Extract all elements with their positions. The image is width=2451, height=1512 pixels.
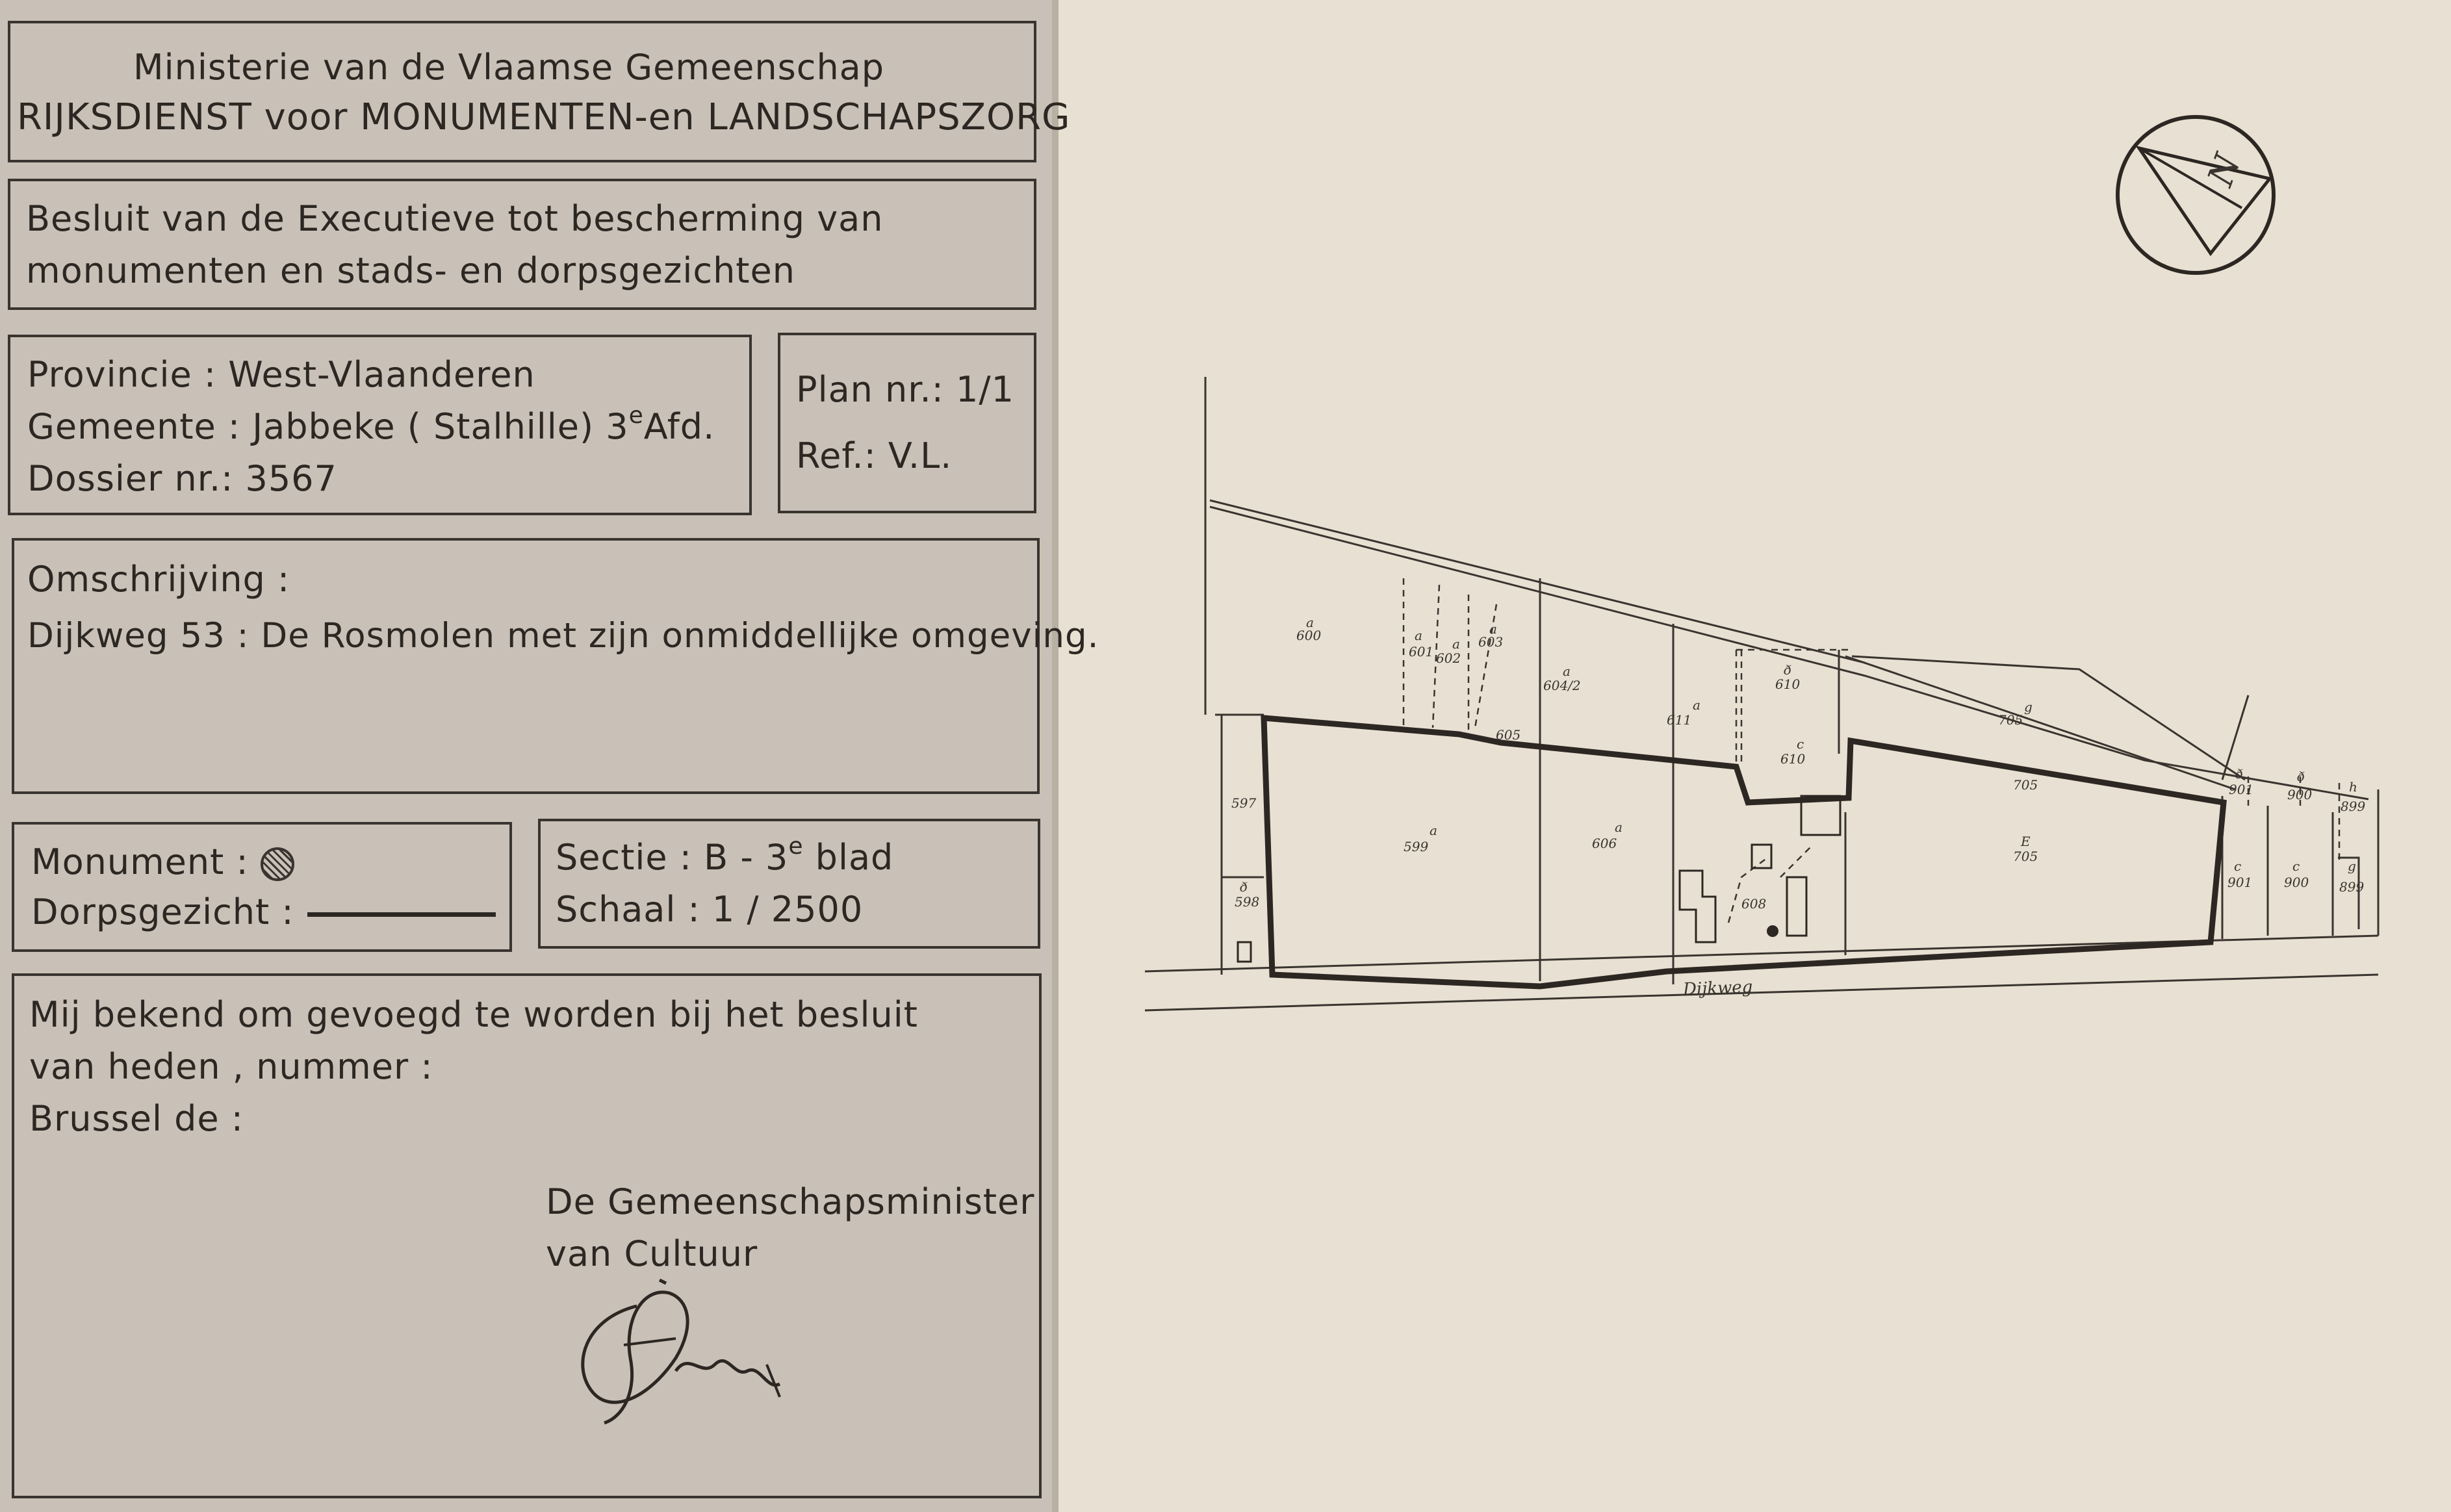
parcel-number: 901 (2229, 782, 2254, 797)
parcel-number: 610 (1775, 676, 1801, 692)
legend-monument (31, 841, 294, 882)
approval-line3: Brussel de : (29, 1098, 244, 1139)
parcel-number: 597 (1231, 795, 1257, 811)
boundary-line-icon (307, 912, 496, 917)
parcel-number: 603 (1478, 634, 1504, 650)
decree-line1: Besluit van de Executieve tot bescherming van (26, 198, 884, 239)
parcel-letter: a (1306, 615, 1314, 630)
parcel-number: 705 (2013, 849, 2038, 864)
description-label: Omschrijving : (27, 559, 290, 600)
parcel-number: 901 (2227, 875, 2253, 890)
scale-text: Schaal : 1 / 2500 (556, 889, 864, 930)
municipality-text (27, 402, 715, 447)
ministry-title: Ministerie van de Vlaamse Gemeenschap (133, 47, 885, 88)
parcel-number: 900 (2284, 875, 2309, 890)
parcel-letter: g (2024, 699, 2033, 715)
province-text: Provincie : West-Vlaanderen (27, 354, 535, 395)
approval-line2: van heden , nummer : (29, 1046, 433, 1087)
parcel-number: 606 (1592, 836, 1617, 851)
cadastral-map (1056, 0, 2451, 1512)
parcel-letter: ð (1240, 879, 1248, 895)
parcel-number: 602 (1436, 650, 1461, 666)
municipality-sup: e (628, 402, 644, 429)
parcel-number: 599 (1404, 839, 1429, 854)
parcel-number: 611 (1667, 712, 1692, 728)
parcel-letter: g (2348, 858, 2356, 874)
plan-box (778, 333, 1036, 513)
parcel-number: 605 (1496, 727, 1521, 743)
section-sup: e (788, 833, 804, 860)
parcel-letter: a (1452, 636, 1460, 652)
parcel-letter: E (2021, 834, 2031, 849)
monument-symbol (1767, 925, 1778, 937)
north-label: N (2200, 148, 2249, 192)
monument-hatch-icon (261, 847, 294, 881)
section-text (556, 833, 894, 878)
parcel-number: 899 (2339, 879, 2365, 895)
section-main: Sectie : B - 3 (556, 837, 789, 878)
parcel-letter: a (1430, 823, 1437, 838)
legend-village-view (31, 891, 496, 932)
parcel-number: 610 (1780, 751, 1806, 767)
parcel-letter: ð (2297, 769, 2305, 784)
parcel-number: 608 (1741, 896, 1767, 912)
parcel-number: 705 (1998, 712, 2023, 728)
parcel-letter: h (2349, 779, 2357, 795)
parcel-letter: a (1563, 663, 1571, 679)
municipality-main: Gemeente : Jabbeke ( Stalhille) 3 (27, 406, 629, 447)
agency-title: RIJKSDIENST voor MONUMENTEN-en LANDSCHAPSZORG (17, 96, 1071, 138)
north-arrow-icon (2118, 117, 2274, 273)
parcel-number: 604/2 (1543, 678, 1581, 693)
parcel-letter: ð (2235, 766, 2244, 782)
minister-title: De Gemeenschapsminister (546, 1181, 1035, 1222)
municipality-suffix: Afd. (643, 406, 715, 447)
header-box (8, 21, 1036, 162)
parcel-letter: c (2234, 858, 2242, 874)
decree-line2: monumenten en stads- en dorpsgezichten (26, 250, 795, 291)
plan-reference: Ref.: V.L. (796, 435, 953, 476)
parcel-number: 600 (1296, 628, 1322, 643)
street-label: Dijkweg (1682, 977, 1753, 1000)
parcel-number: 601 (1409, 644, 1434, 660)
parcel-letter: a (1693, 697, 1700, 713)
minister-signature (546, 1267, 793, 1462)
parcel-letter: a (1415, 628, 1422, 643)
parcel-number: 900 (2287, 787, 2313, 802)
description-text: Dijkweg 53 : De Rosmolen met zijn onmiddellijke omgeving. (27, 616, 1099, 656)
parcel-number: 705 (2013, 777, 2038, 793)
dossier-number: Dossier nr.: 3567 (27, 458, 337, 499)
village-view-label: Dorpsgezicht : (31, 891, 294, 932)
parcel-letter: ð (1784, 662, 1792, 678)
parcel-number: 899 (2341, 799, 2366, 814)
section-suffix: blad (803, 837, 894, 878)
parcel-letter: c (1797, 736, 1804, 752)
monument-label: Monument : (31, 841, 249, 882)
parcel-number: 598 (1235, 894, 1260, 910)
plan-number: Plan nr.: 1/1 (796, 369, 1014, 410)
minister-dept: van Cultuur (546, 1233, 758, 1274)
approval-line1: Mij bekend om gevoegd te worden bij het besluit (29, 994, 918, 1035)
parcel-letter: a (1489, 621, 1497, 637)
parcel-letter: a (1615, 819, 1623, 835)
parcel-letter: c (2292, 858, 2300, 874)
